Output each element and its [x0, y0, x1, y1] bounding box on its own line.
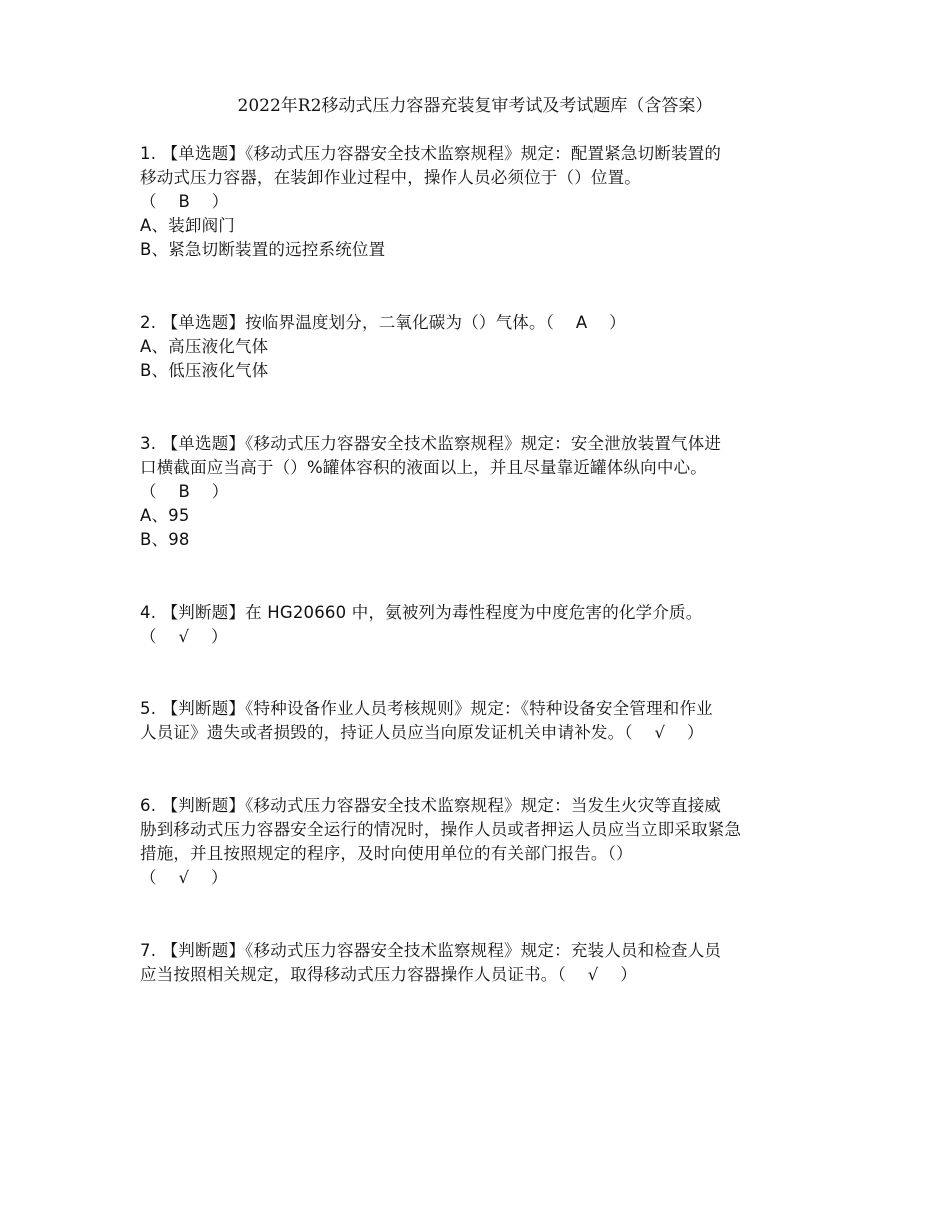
- question-2-option-a: A、高压液化气体: [140, 337, 269, 356]
- question-1-answer: （ B ）: [140, 192, 229, 211]
- question-7-line-1: 7. 【判断题】《移动式压力容器安全技术监察规程》规定：充装人员和检查人员: [140, 941, 722, 960]
- question-4: [140, 601, 820, 649]
- question-1-option-a: A、装卸阀门: [140, 216, 235, 235]
- question-5-line-2: 人员证》遗失或者损毁的，持证人员应当向原发证机关申请补发。（ √ ）: [140, 723, 704, 742]
- question-7: [140, 939, 820, 987]
- question-1-option-b: B、紧急切断装置的远控系统位置: [140, 240, 386, 259]
- question-4-line-1: 4. 【判断题】在 HG20660 中，氨被列为毒性程度为中度危害的化学介质。: [140, 603, 703, 622]
- question-2: [140, 311, 820, 383]
- question-3-option-a: A、95: [140, 506, 190, 525]
- question-6: [140, 794, 820, 890]
- question-6-line-2: 胁到移动式压力容器安全运行的情况时，操作人员或者押运人员应当立即采取紧急: [140, 820, 742, 839]
- question-4-answer: （ √ ）: [140, 627, 228, 646]
- question-3: [140, 432, 820, 552]
- question-5: [140, 697, 820, 745]
- question-2-line-1: 2. 【单选题】按临界温度划分，二氧化碳为（）气体。（ A ）: [140, 313, 626, 332]
- question-1: [140, 142, 820, 262]
- question-5-line-1: 5. 【判断题】《特种设备作业人员考核规则》规定：《特种设备安全管理和作业: [140, 699, 713, 718]
- question-3-option-b: B、98: [140, 530, 190, 549]
- question-1-line-1: 1. 【单选题】《移动式压力容器安全技术监察规程》规定：配置紧急切断装置的: [140, 144, 722, 163]
- document-title: 2022年R2移动式压力容器充装复审考试及考试题库（含答案）: [237, 96, 713, 116]
- question-6-answer: （ √ ）: [140, 868, 228, 887]
- question-7-line-2: 应当按照相关规定，取得移动式压力容器操作人员证书。（ √ ）: [140, 965, 637, 984]
- question-1-line-2: 移动式压力容器，在装卸作业过程中，操作人员必须位于（）位置。: [140, 168, 641, 187]
- question-3-line-2: 口横截面应当高于（）%罐体容积的液面以上，并且尽量靠近罐体纵向中心。: [140, 458, 707, 477]
- question-6-line-1: 6. 【判断题】《移动式压力容器安全技术监察规程》规定：当发生火灾等直接威: [140, 796, 722, 815]
- question-6-line-3: 措施，并且按照规定的程序，及时向使用单位的有关部门报告。（）: [140, 844, 633, 863]
- question-3-answer: （ B ）: [140, 482, 229, 501]
- question-3-line-1: 3. 【单选题】《移动式压力容器安全技术监察规程》规定：安全泄放装置气体进: [140, 434, 722, 453]
- question-2-option-b: B、低压液化气体: [140, 361, 269, 380]
